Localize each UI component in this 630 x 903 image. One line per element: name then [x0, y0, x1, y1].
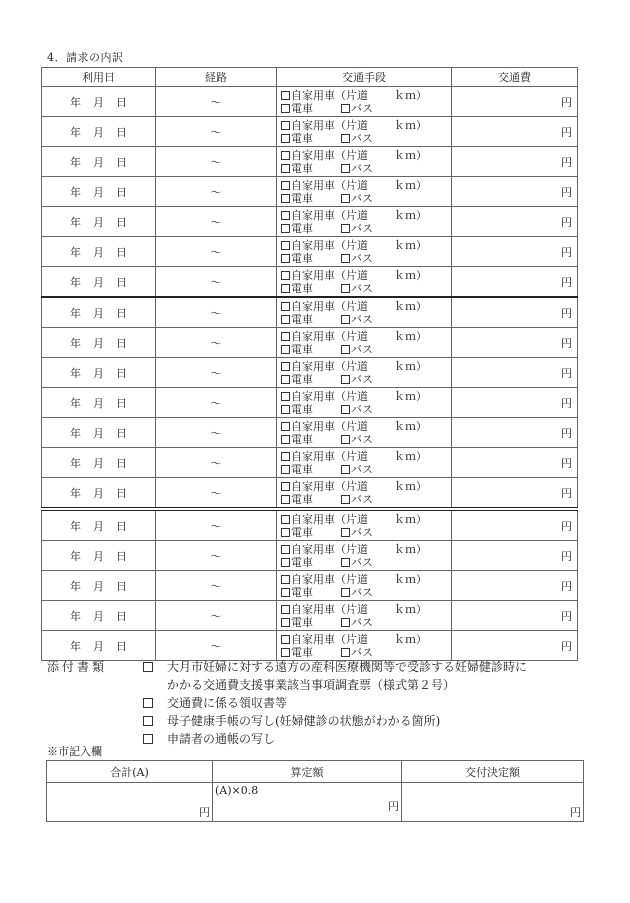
usage-date-cell[interactable]: 年 月 日 — [42, 207, 156, 237]
route-cell[interactable]: ～ — [156, 87, 277, 117]
transport-cell: 自家用車（片道 ｋｍ） 電車 バス — [277, 418, 452, 448]
table-row — [42, 177, 578, 207]
table-row — [42, 541, 578, 571]
usage-date-cell[interactable]: 年 月 日 — [42, 631, 156, 661]
fare-cell[interactable]: 円 — [452, 631, 578, 661]
transport-cell: 自家用車（片道 ｋｍ） 電車 バス — [277, 631, 452, 661]
transport-cell: 自家用車（片道 ｋｍ） 電車 バス — [277, 207, 452, 237]
train-checkbox[interactable] — [281, 618, 290, 627]
fare-cell[interactable]: 円 — [452, 328, 578, 358]
route-cell[interactable]: ～ — [156, 509, 277, 541]
route-cell[interactable]: ～ — [156, 571, 277, 601]
table-row — [42, 631, 578, 661]
route-cell[interactable]: ～ — [156, 147, 277, 177]
bus-checkbox[interactable] — [341, 224, 350, 233]
fare-cell[interactable]: 円 — [452, 418, 578, 448]
checkbox[interactable] — [143, 716, 153, 726]
car-checkbox[interactable] — [281, 151, 290, 160]
usage-date-cell[interactable]: 年 月 日 — [42, 177, 156, 207]
route-cell[interactable]: ～ — [156, 328, 277, 358]
city-use-note: ※市記入欄 — [47, 745, 102, 758]
usage-date-cell[interactable]: 年 月 日 — [42, 571, 156, 601]
header-granted-amount: 交付決定額 — [402, 761, 584, 783]
table-row — [42, 297, 578, 328]
table-row — [42, 478, 578, 510]
train-checkbox[interactable] — [281, 375, 290, 384]
transport-cell: 自家用車（片道 ｋｍ） 電車 バス — [277, 509, 452, 541]
bus-checkbox[interactable] — [341, 164, 350, 173]
table-row — [42, 207, 578, 237]
fare-cell[interactable]: 円 — [452, 478, 578, 510]
car-checkbox[interactable] — [281, 635, 290, 644]
attachment-item: 母子健康手帳の写し(妊婦健診の状態がわかる箇所) — [143, 712, 630, 730]
train-checkbox[interactable] — [281, 315, 290, 324]
transport-cell: 自家用車（片道 ｋｍ） 電車 バス — [277, 237, 452, 267]
header-calculated-amount: 算定額 — [213, 761, 402, 783]
train-checkbox[interactable] — [281, 558, 290, 567]
usage-date-cell[interactable]: 年 月 日 — [42, 388, 156, 418]
transport-cell: 自家用車（片道 ｋｍ） 電車 バス — [277, 147, 452, 177]
transport-cell: 自家用車（片道 ｋｍ） 電車 バス — [277, 267, 452, 298]
checkbox[interactable] — [143, 662, 153, 672]
car-checkbox[interactable] — [281, 241, 290, 250]
route-cell[interactable]: ～ — [156, 448, 277, 478]
table-row — [42, 388, 578, 418]
train-checkbox[interactable] — [281, 164, 290, 173]
bus-checkbox[interactable] — [341, 405, 350, 414]
header-route: 経路 — [156, 68, 277, 87]
route-cell[interactable]: ～ — [156, 418, 277, 448]
car-checkbox[interactable] — [281, 575, 290, 584]
transport-cell: 自家用車（片道 ｋｍ） 電車 バス — [277, 448, 452, 478]
table-row — [42, 117, 578, 147]
usage-date-cell[interactable]: 年 月 日 — [42, 509, 156, 541]
usage-date-cell[interactable]: 年 月 日 — [42, 418, 156, 448]
table-row — [42, 328, 578, 358]
route-cell[interactable]: ～ — [156, 478, 277, 510]
bus-checkbox[interactable] — [341, 465, 350, 474]
bus-checkbox[interactable] — [341, 558, 350, 567]
route-cell[interactable]: ～ — [156, 117, 277, 147]
city-use-table — [46, 760, 584, 822]
bus-checkbox[interactable] — [341, 495, 350, 504]
calculated-amount-cell[interactable]: (A)×0.8 円 — [213, 783, 402, 822]
route-cell[interactable]: ～ — [156, 297, 277, 328]
header-transport: 交通手段 — [277, 68, 452, 87]
checkbox[interactable] — [143, 734, 153, 744]
attachment-item: 申請者の通帳の写し — [143, 730, 630, 748]
car-checkbox[interactable] — [281, 91, 290, 100]
table-row — [42, 237, 578, 267]
usage-date-cell[interactable]: 年 月 日 — [42, 147, 156, 177]
train-checkbox[interactable] — [281, 405, 290, 414]
transport-cell: 自家用車（片道 ｋｍ） 電車 バス — [277, 388, 452, 418]
train-checkbox[interactable] — [281, 588, 290, 597]
fare-cell[interactable]: 円 — [452, 117, 578, 147]
usage-date-cell[interactable]: 年 月 日 — [42, 541, 156, 571]
transport-cell: 自家用車（片道 ｋｍ） 電車 バス — [277, 541, 452, 571]
car-checkbox[interactable] — [281, 392, 290, 401]
train-checkbox[interactable] — [281, 495, 290, 504]
header-usage-date: 利用日 — [42, 68, 156, 87]
train-checkbox[interactable] — [281, 465, 290, 474]
car-checkbox[interactable] — [281, 545, 290, 554]
route-cell[interactable]: ～ — [156, 541, 277, 571]
train-checkbox[interactable] — [281, 224, 290, 233]
bus-checkbox[interactable] — [341, 618, 350, 627]
bus-checkbox[interactable] — [341, 648, 350, 657]
usage-date-cell[interactable]: 年 月 日 — [42, 237, 156, 267]
checkbox[interactable] — [143, 698, 153, 708]
fare-cell[interactable]: 円 — [452, 571, 578, 601]
table-row — [42, 571, 578, 601]
table-row — [42, 509, 578, 541]
table-header-row — [42, 68, 578, 87]
route-cell[interactable]: ～ — [156, 388, 277, 418]
table-row — [42, 358, 578, 388]
train-checkbox[interactable] — [281, 284, 290, 293]
bus-checkbox[interactable] — [341, 134, 350, 143]
transport-cell: 自家用車（片道 ｋｍ） 電車 バス — [277, 117, 452, 147]
train-checkbox[interactable] — [281, 134, 290, 143]
bus-checkbox[interactable] — [341, 435, 350, 444]
transport-cell: 自家用車（片道 ｋｍ） 電車 バス — [277, 571, 452, 601]
bus-checkbox[interactable] — [341, 375, 350, 384]
table-row — [42, 601, 578, 631]
fare-cell[interactable]: 円 — [452, 448, 578, 478]
transport-cell: 自家用車（片道 ｋｍ） 電車 バス — [277, 177, 452, 207]
bus-checkbox[interactable] — [341, 588, 350, 597]
transport-cell: 自家用車（片道 ｋｍ） 電車 バス — [277, 478, 452, 510]
transport-cell: 自家用車（片道 ｋｍ） 電車 バス — [277, 87, 452, 117]
car-checkbox[interactable] — [281, 121, 290, 130]
usage-date-cell[interactable]: 年 月 日 — [42, 358, 156, 388]
car-checkbox[interactable] — [281, 271, 290, 280]
table-row — [42, 87, 578, 117]
car-checkbox[interactable] — [281, 452, 290, 461]
fare-cell[interactable]: 円 — [452, 509, 578, 541]
train-checkbox[interactable] — [281, 104, 290, 113]
train-checkbox[interactable] — [281, 528, 290, 537]
car-checkbox[interactable] — [281, 362, 290, 371]
table-row — [42, 267, 578, 298]
transport-cell: 自家用車（片道 ｋｍ） 電車 バス — [277, 358, 452, 388]
route-cell[interactable]: ～ — [156, 207, 277, 237]
car-checkbox[interactable] — [281, 211, 290, 220]
car-checkbox[interactable] — [281, 332, 290, 341]
car-checkbox[interactable] — [281, 605, 290, 614]
route-cell[interactable]: ～ — [156, 267, 277, 298]
usage-date-cell[interactable]: 年 月 日 — [42, 601, 156, 631]
formula-text: (A)×0.8 — [215, 784, 259, 797]
usage-date-cell[interactable]: 年 月 日 — [42, 117, 156, 147]
bus-checkbox[interactable] — [341, 284, 350, 293]
train-checkbox[interactable] — [281, 194, 290, 203]
fare-cell[interactable]: 円 — [452, 388, 578, 418]
header-total: 合計(A) — [47, 761, 213, 783]
fare-cell[interactable]: 円 — [452, 297, 578, 328]
bus-checkbox[interactable] — [341, 254, 350, 263]
bus-checkbox[interactable] — [341, 194, 350, 203]
transport-cell: 自家用車（片道 ｋｍ） 電車 バス — [277, 297, 452, 328]
table-row — [42, 448, 578, 478]
car-checkbox[interactable] — [281, 422, 290, 431]
bus-checkbox[interactable] — [341, 315, 350, 324]
attachment-item: 交通費に係る領収書等 — [143, 694, 630, 712]
fare-cell[interactable]: 円 — [452, 358, 578, 388]
usage-date-cell[interactable]: 年 月 日 — [42, 297, 156, 328]
bus-checkbox[interactable] — [341, 528, 350, 537]
fare-cell[interactable]: 円 — [452, 147, 578, 177]
route-cell[interactable]: ～ — [156, 177, 277, 207]
table-row — [42, 147, 578, 177]
table-row — [42, 418, 578, 448]
route-cell[interactable]: ～ — [156, 358, 277, 388]
route-cell[interactable]: ～ — [156, 237, 277, 267]
section-title: 4．請求の内訳 — [47, 51, 124, 64]
claim-details-table — [41, 67, 578, 661]
usage-date-cell[interactable]: 年 月 日 — [42, 328, 156, 358]
car-checkbox[interactable] — [281, 515, 290, 524]
usage-date-cell[interactable]: 年 月 日 — [42, 267, 156, 298]
attachment-item: 大月市妊婦に対する遠方の産科医療機関等で受診する妊婦健診時に かかる交通費支援事業該当事項調査票（様式第２号） — [143, 658, 630, 694]
fare-cell[interactable]: 円 — [452, 207, 578, 237]
transport-cell: 自家用車（片道 ｋｍ） 電車 バス — [277, 601, 452, 631]
train-checkbox[interactable] — [281, 254, 290, 263]
transport-cell: 自家用車（片道 ｋｍ） 電車 バス — [277, 328, 452, 358]
bus-checkbox[interactable] — [341, 104, 350, 113]
fare-cell[interactable]: 円 — [452, 177, 578, 207]
fare-cell[interactable]: 円 — [452, 541, 578, 571]
car-checkbox[interactable] — [281, 482, 290, 491]
fare-cell[interactable]: 円 — [452, 601, 578, 631]
bus-checkbox[interactable] — [341, 345, 350, 354]
usage-date-cell[interactable]: 年 月 日 — [42, 448, 156, 478]
route-cell[interactable]: ～ — [156, 601, 277, 631]
fare-cell[interactable]: 円 — [452, 237, 578, 267]
total-cell[interactable]: 円 — [47, 783, 213, 822]
granted-amount-cell[interactable]: 円 — [402, 783, 584, 822]
header-fare: 交通費 — [452, 68, 578, 87]
route-cell[interactable]: ～ — [156, 631, 277, 661]
car-checkbox[interactable] — [281, 181, 290, 190]
train-checkbox[interactable] — [281, 648, 290, 657]
train-checkbox[interactable] — [281, 345, 290, 354]
usage-date-cell[interactable]: 年 月 日 — [42, 87, 156, 117]
fare-cell[interactable]: 円 — [452, 267, 578, 298]
usage-date-cell[interactable]: 年 月 日 — [42, 478, 156, 510]
train-checkbox[interactable] — [281, 435, 290, 444]
car-checkbox[interactable] — [281, 302, 290, 311]
attachments-label: 添付書類 — [47, 660, 108, 674]
fare-cell[interactable]: 円 — [452, 87, 578, 117]
